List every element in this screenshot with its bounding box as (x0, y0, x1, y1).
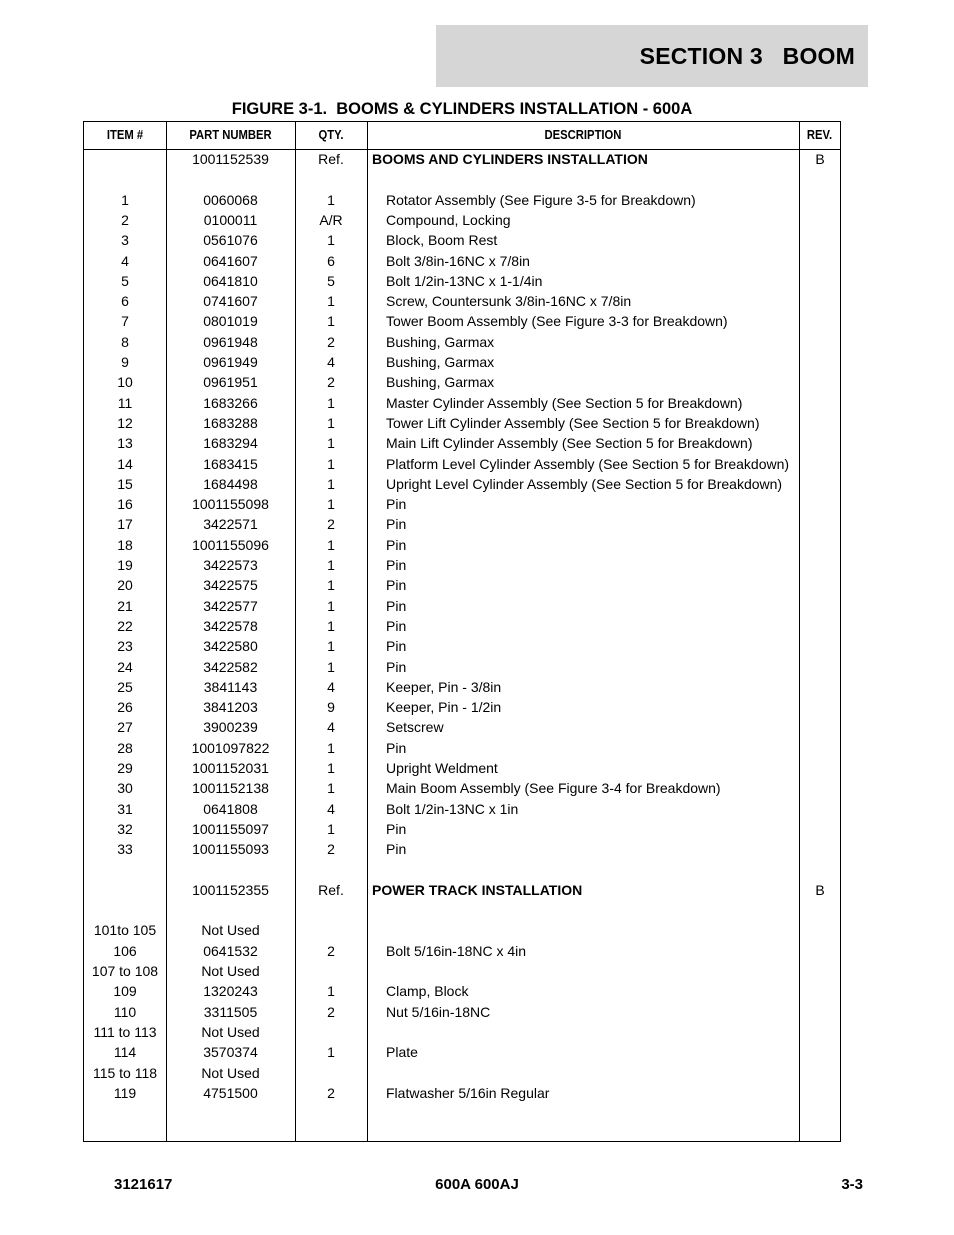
table-row (84, 494, 840, 514)
footer-model: 600A 600AJ (435, 1176, 519, 1193)
qty-cell: 1 (327, 983, 335, 1000)
qty-cell: 1 (327, 475, 335, 492)
part-number-cell: 0641810 (203, 272, 258, 289)
blank-row (84, 900, 840, 920)
table-row (84, 778, 840, 798)
table-row (84, 961, 840, 981)
table-row (84, 758, 840, 778)
qty-cell: 1 (327, 313, 335, 330)
item-cell: 115 to 118 (92, 1064, 158, 1081)
description-cell: Master Cylinder Assembly (See Section 5 for Breakdown) (386, 394, 743, 411)
table-row (84, 677, 840, 697)
part-number-cell: 3422578 (203, 617, 258, 634)
part-number-cell: 1001155093 (192, 841, 269, 858)
table-row (84, 575, 840, 595)
qty-cell: 1 (327, 455, 335, 472)
part-number-cell: 3841203 (203, 699, 258, 716)
item-cell: 22 (117, 617, 133, 634)
description-cell: BOOMS AND CYLINDERS INSTALLATION (372, 151, 648, 167)
qty-cell: 1 (327, 820, 335, 837)
part-number-cell: 0641808 (203, 800, 258, 817)
description-cell: Compound, Locking (386, 211, 511, 228)
table-row (84, 535, 840, 555)
part-number-cell: 3841143 (203, 678, 258, 695)
qty-cell: 1 (327, 293, 335, 310)
part-number-cell: 1001152031 (192, 760, 269, 776)
table-row (84, 555, 840, 575)
description-cell: Pin (386, 658, 407, 675)
item-cell: 2 (121, 211, 129, 228)
description-cell: Pin (386, 577, 407, 594)
qty-cell: 1 (327, 577, 335, 594)
qty-cell: 9 (327, 699, 335, 716)
table-row (84, 941, 840, 961)
table-row (84, 433, 840, 453)
blank-row (84, 860, 840, 880)
part-number-cell: Not Used (201, 922, 260, 939)
description-cell: Pin (386, 496, 407, 513)
item-cell: 11 (117, 394, 133, 411)
item-cell: 14 (117, 455, 133, 472)
description-cell: Upright Level Cylinder Assembly (See Section 5 for Breakdown) (386, 475, 783, 492)
item-cell: 17 (117, 516, 133, 533)
qty-cell: 1 (327, 638, 335, 655)
qty-cell: 1 (327, 536, 335, 553)
description-cell: Clamp, Block (386, 983, 469, 1000)
table-row (84, 413, 840, 433)
qty-cell: 2 (327, 942, 335, 959)
part-number-cell: 1683415 (203, 455, 258, 472)
table-row (84, 393, 840, 413)
part-number-cell: Not Used (201, 1023, 260, 1040)
description-cell: Plate (386, 1044, 418, 1061)
qty-cell: Ref. (318, 881, 344, 898)
qty-cell: 6 (327, 252, 335, 269)
description-cell: Tower Boom Assembly (See Figure 3-3 for Breakdown) (386, 313, 728, 330)
description-cell: Pin (386, 739, 407, 756)
item-cell: 6 (121, 293, 129, 310)
part-number-cell: 1683294 (203, 435, 258, 452)
description-cell: Bushing, Garmax (386, 333, 495, 350)
qty-cell: 1 (327, 780, 335, 797)
qty-cell: A/R (319, 211, 343, 228)
part-number-cell: 4751500 (203, 1084, 258, 1101)
item-cell: 106 (113, 942, 137, 959)
description-cell: Nut 5/16in-18NC (386, 1003, 491, 1020)
item-cell: 109 (113, 983, 137, 1000)
description-cell: Main Boom Assembly (See Figure 3-4 for Breakdown) (386, 780, 721, 797)
part-number-cell: 1684498 (203, 475, 258, 492)
assembly-header-row (84, 149, 840, 169)
table-row (84, 616, 840, 636)
item-cell: 10 (117, 374, 133, 391)
description-cell: Block, Boom Rest (386, 232, 498, 249)
blank-row (84, 169, 840, 189)
item-cell: 24 (117, 658, 133, 675)
qty-cell: 1 (327, 414, 335, 431)
description-cell: Bolt 3/8in-16NC x 7/8in (386, 252, 530, 269)
qty-cell: 2 (327, 516, 335, 533)
qty-cell: 2 (327, 1003, 335, 1020)
part-number-cell: 1320243 (203, 983, 258, 1000)
qty-cell: 4 (327, 354, 335, 370)
table-row (84, 636, 840, 656)
table-row (84, 920, 840, 940)
qty-cell: 1 (327, 435, 335, 452)
item-cell: 27 (117, 719, 133, 736)
part-number-cell: 1001155098 (192, 496, 269, 513)
qty-cell: 1 (327, 1044, 335, 1061)
part-number-cell: 0961948 (203, 333, 258, 350)
part-number-cell: Not Used (201, 963, 260, 979)
item-cell: 33 (117, 841, 133, 858)
table-row (84, 1042, 840, 1062)
part-number-cell: 3570374 (203, 1044, 258, 1061)
item-cell: 31 (117, 800, 133, 817)
item-cell: 30 (117, 780, 133, 797)
item-cell: 107 to 108 (91, 963, 159, 979)
description-cell: Pin (386, 557, 407, 573)
qty-cell: 2 (327, 374, 335, 391)
parts-table (83, 121, 841, 1142)
part-number-cell: Not Used (201, 1064, 260, 1081)
qty-cell: 1 (327, 496, 335, 513)
description-cell: Bushing, Garmax (386, 374, 495, 391)
qty-cell: 1 (327, 232, 335, 249)
part-number-cell: 3422573 (203, 557, 258, 573)
description-cell: Main Lift Cylinder Assembly (See Section 5 for Breakdown) (386, 435, 753, 452)
qty-cell: Ref. (318, 151, 344, 167)
item-cell: 9 (121, 354, 129, 370)
item-cell: 19 (117, 557, 133, 573)
item-cell: 15 (117, 475, 133, 492)
item-cell: 28 (117, 739, 133, 756)
qty-cell: 5 (327, 272, 335, 289)
qty-cell: 4 (327, 719, 335, 736)
item-cell: 23 (117, 638, 133, 655)
assembly-header-row (84, 880, 840, 900)
description-cell: Bushing, Garmax (386, 354, 495, 370)
item-cell: 7 (121, 313, 129, 330)
part-number-cell: 3422575 (203, 577, 258, 594)
description-cell: POWER TRACK INSTALLATION (372, 881, 583, 898)
table-header (84, 122, 840, 150)
description-cell: Tower Lift Cylinder Assembly (See Section 5 for Breakdown) (386, 414, 760, 431)
table-row (84, 210, 840, 230)
description-cell: Bolt 5/16in-18NC x 4in (386, 942, 527, 959)
table-row (84, 799, 840, 819)
item-cell: 8 (121, 333, 129, 350)
description-cell: Pin (386, 638, 407, 655)
part-number-cell: 1001152539 (192, 151, 269, 167)
qty-cell: 1 (327, 760, 335, 776)
description-cell: Keeper, Pin - 1/2in (386, 699, 502, 716)
item-cell: 18 (117, 536, 133, 553)
description-cell: Platform Level Cylinder Assembly (See Section 5 for Breakdown) (386, 455, 790, 472)
part-number-cell: 1001152138 (192, 780, 269, 797)
item-cell: 26 (117, 699, 133, 716)
table-row (84, 230, 840, 250)
rev-cell: B (815, 881, 825, 898)
part-number-cell: 1001152355 (192, 881, 269, 898)
description-cell: Flatwasher 5/16in Regular (386, 1084, 550, 1101)
part-number-cell: 0641532 (203, 942, 258, 959)
table-row (84, 717, 840, 737)
description-cell: Rotator Assembly (See Figure 3-5 for Breakdown) (386, 191, 696, 208)
part-number-cell: 3311505 (203, 1003, 258, 1020)
table-row (84, 271, 840, 291)
description-cell: Keeper, Pin - 3/8in (386, 678, 502, 695)
table-row (84, 352, 840, 372)
rev-cell: B (815, 151, 825, 167)
item-cell: 114 (113, 1044, 137, 1061)
footer-page-number: 3-3 (841, 1176, 863, 1193)
table-row (84, 332, 840, 352)
description-cell: Pin (386, 597, 407, 614)
description-cell: Bolt 1/2in-13NC x 1in (386, 800, 519, 817)
qty-cell: 2 (327, 333, 335, 350)
table-row (84, 311, 840, 331)
table-row (84, 819, 840, 839)
section-title: SECTION 3 BOOM (639, 42, 855, 69)
qty-cell: 1 (327, 658, 335, 675)
part-number-cell: 3422571 (203, 516, 258, 533)
part-number-cell: 1001155097 (192, 820, 269, 837)
item-cell: 21 (117, 597, 133, 614)
header-item: ITEM # (106, 128, 144, 142)
figure-title: FIGURE 3-1. BOOMS & CYLINDERS INSTALLATION - 600A (231, 100, 693, 118)
qty-cell: 1 (327, 739, 335, 756)
description-cell: Upright Weldment (386, 760, 498, 776)
table-row (84, 454, 840, 474)
part-number-cell: 3900239 (203, 719, 258, 736)
part-number-cell: 0060068 (203, 191, 258, 208)
item-cell: 5 (121, 272, 129, 289)
item-cell: 12 (117, 414, 133, 431)
header-rev: REV. (806, 128, 833, 142)
table-row (84, 1063, 840, 1083)
item-cell: 29 (117, 760, 133, 776)
table-row (84, 474, 840, 494)
part-number-cell: 1683288 (203, 414, 258, 431)
part-number-cell: 0561076 (203, 232, 258, 249)
qty-cell: 1 (327, 617, 335, 634)
part-number-cell: 0801019 (203, 313, 258, 330)
part-number-cell: 3422580 (203, 638, 258, 655)
qty-cell: 4 (327, 678, 335, 695)
table-row (84, 596, 840, 616)
part-number-cell: 1001155096 (192, 536, 269, 553)
table-row (84, 981, 840, 1001)
description-cell: Pin (386, 536, 407, 553)
item-cell: 111 to 113 (93, 1023, 157, 1040)
item-cell: 119 (113, 1084, 137, 1101)
table-row (84, 738, 840, 758)
table-row (84, 1083, 840, 1103)
part-number-cell: 1683266 (203, 394, 258, 411)
table-row (84, 372, 840, 392)
header-description: DESCRIPTION (544, 128, 622, 142)
description-cell: Setscrew (386, 719, 444, 736)
description-cell: Screw, Countersunk 3/8in-16NC x 7/8in (386, 293, 632, 310)
item-cell: 4 (121, 252, 129, 269)
item-cell: 13 (117, 435, 133, 452)
table-row (84, 697, 840, 717)
table-row (84, 1002, 840, 1022)
header-qty: QTY. (318, 128, 344, 142)
part-number-cell: 0641607 (203, 252, 258, 269)
part-number-cell: 1001097822 (191, 739, 270, 756)
description-cell: Pin (386, 617, 407, 634)
description-cell: Pin (386, 516, 407, 533)
item-cell: 20 (117, 577, 133, 594)
item-cell: 110 (113, 1003, 137, 1020)
item-cell: 16 (117, 496, 133, 513)
item-cell: 3 (121, 232, 129, 249)
item-cell: 32 (117, 820, 133, 837)
qty-cell: 4 (327, 800, 335, 817)
description-cell: Pin (386, 820, 407, 837)
item-cell: 1 (121, 191, 129, 208)
part-number-cell: 0741607 (203, 293, 258, 310)
qty-cell: 2 (327, 841, 335, 858)
table-row (84, 291, 840, 311)
part-number-cell: 0961949 (203, 354, 258, 370)
table-row (84, 190, 840, 210)
part-number-cell: 3422577 (203, 597, 258, 614)
description-cell: Bolt 1/2in-13NC x 1-1/4in (386, 272, 543, 289)
part-number-cell: 0961951 (203, 374, 258, 391)
table-row (84, 251, 840, 271)
item-cell: 25 (117, 678, 133, 695)
qty-cell: 1 (327, 191, 335, 208)
description-cell: Pin (386, 841, 407, 858)
footer-doc-number: 3121617 (114, 1176, 173, 1193)
qty-cell: 1 (327, 394, 335, 411)
qty-cell: 1 (327, 557, 335, 573)
part-number-cell: 3422582 (203, 658, 258, 675)
section-banner (436, 25, 868, 87)
table-row (84, 1022, 840, 1042)
item-cell: 101to 105 (93, 922, 157, 939)
table-row (84, 657, 840, 677)
table-row (84, 839, 840, 859)
qty-cell: 1 (327, 597, 335, 614)
part-number-cell: 0100011 (203, 211, 258, 228)
header-part-number: PART NUMBER (189, 128, 272, 142)
qty-cell: 2 (327, 1084, 335, 1101)
table-row (84, 514, 840, 534)
